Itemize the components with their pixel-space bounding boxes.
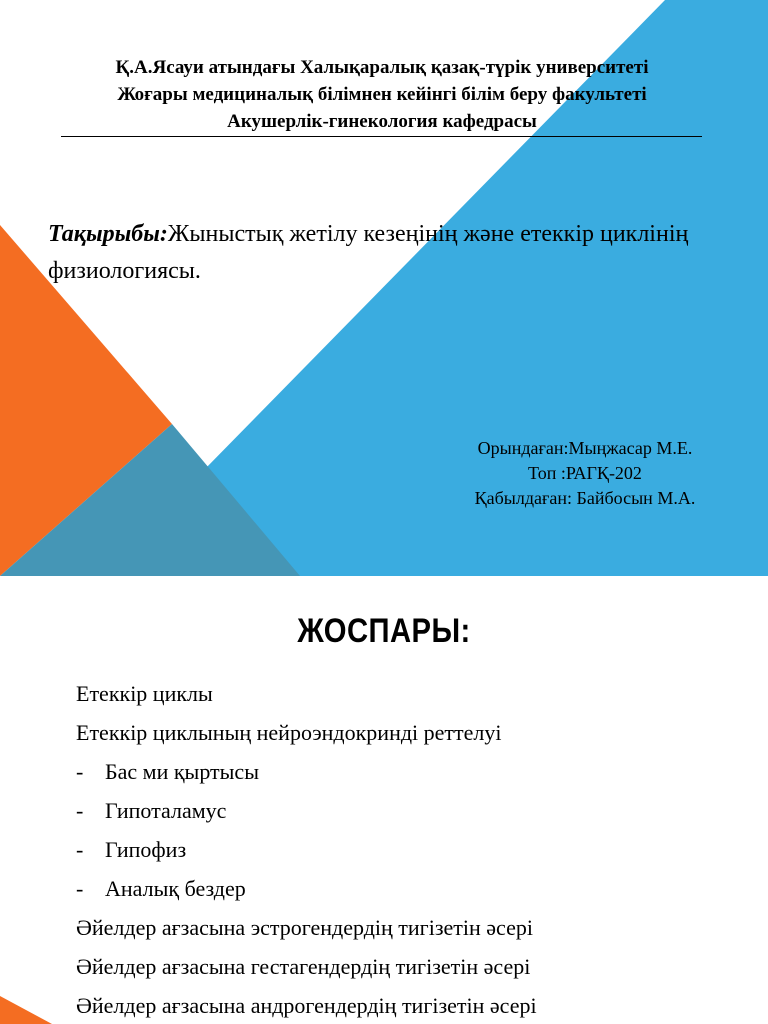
topic-text: Жыныстық жетілу кезеңінің және етеккір циклінің физиологиясы. [48,221,689,284]
accepted-by-line: Қабылдаған: Байбосын М.А. [474,488,696,508]
list-item-text: Аналық бездер [105,876,246,901]
department-name: Акушерлік-гинекология кафедрасы [227,111,537,132]
list-item [76,947,736,986]
university-header [40,54,724,135]
list-item-text: Бас ми қыртысы [105,759,259,784]
university-name: Қ.А.Ясауи атындағы Халықаралық қазақ-түрік университеті [115,57,649,78]
list-item-text: Әйелдер ағзасына андрогендердің тигізетін әсері [76,993,537,1018]
faculty-name: Жоғары медициналық білімнен кейінгі білім беру факультеті [117,84,647,105]
list-item-text: Етеккір циклы [76,681,213,706]
header-underline [61,136,702,137]
orange-corner-shape [0,996,52,1024]
topic-label: Тақырыбы: [48,221,168,247]
list-item [76,674,736,713]
list-item [76,713,736,752]
dash-bullet: - [76,876,84,901]
dash-bullet: - [76,837,84,862]
list-item-text: Гипоталамус [105,798,227,823]
list-item-text: Әйелдер ағзасына эстрогендердің тигізетін әсері [76,915,533,940]
list-item [76,869,736,908]
dash-bullet: - [76,759,84,784]
dash-bullet: - [76,798,84,823]
list-item-text: Етеккір циклының нейроэндокринді реттелуі [76,720,502,745]
plan-title: ЖОСПАРЫ: [297,612,471,650]
list-item [76,830,736,869]
plan-slide [0,576,768,1024]
list-item [76,791,736,830]
author-info [380,436,768,511]
list-item [76,752,736,791]
list-item-text: Әйелдер ағзасына гестагендердің тигізетін әсері [76,954,531,979]
list-item-text: Гипофиз [105,837,187,862]
plan-list [76,674,736,1024]
list-item [76,986,736,1024]
list-item [76,908,736,947]
group-line: Топ :РАГҚ-202 [528,463,642,483]
performer-line: Орындаған:Мыңжасар М.Е. [477,438,693,458]
topic-block [48,216,708,290]
